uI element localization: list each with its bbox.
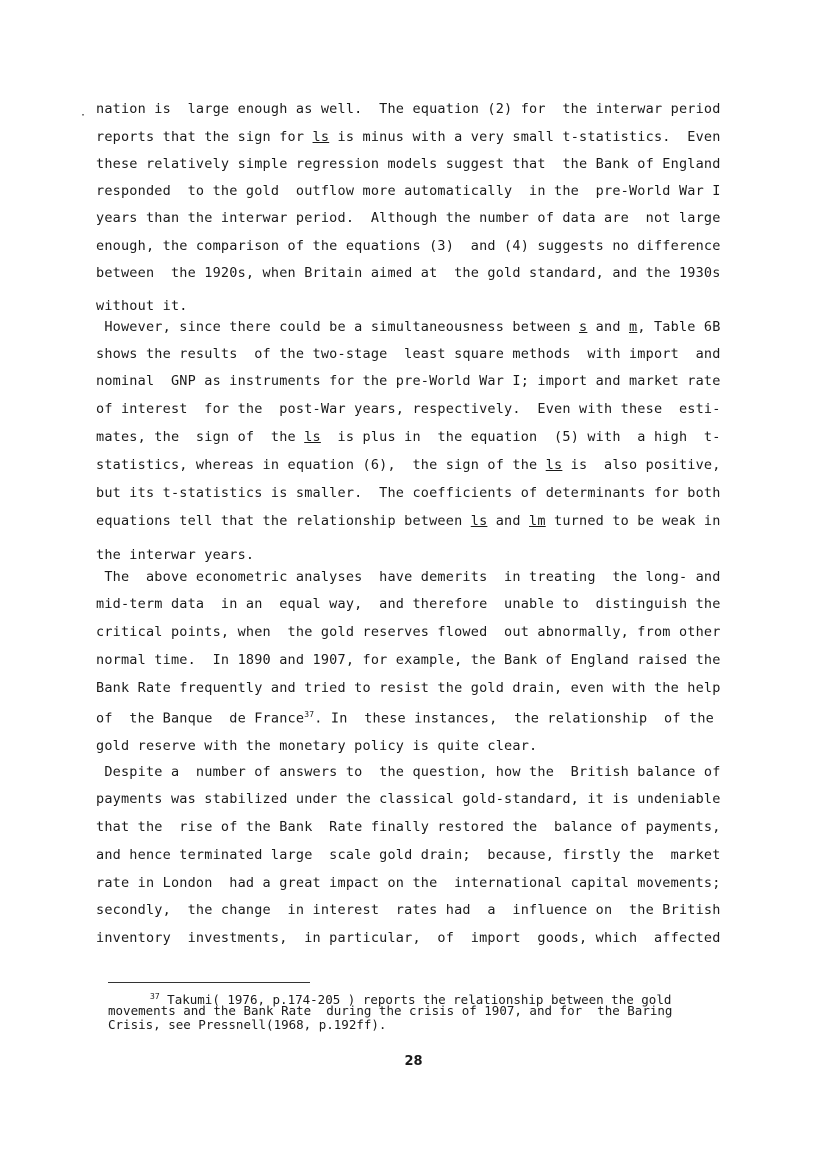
text-line: of interest for the post-War years, respectively. Even with these esti- [96, 401, 721, 417]
text-line: between the 1920s, when Britain aimed at the gold standard, and the 1930s [96, 265, 721, 281]
footnote-number: 37 [150, 992, 160, 1001]
footnote-line: Crisis, see Pressnell(1968, p.192ff). [108, 1017, 387, 1032]
term-lm: lm [529, 513, 546, 529]
text-line: enough, the comparison of the equations (3) and (4) suggests no difference [96, 238, 721, 254]
text-line: that the rise of the Bank Rate finally restored the balance of payments, [96, 819, 721, 835]
text-line: secondly, the change in interest rates had a influence on the British [96, 902, 721, 918]
text-line: the interwar years. [96, 547, 255, 563]
page-number: 28 [404, 1054, 423, 1069]
text-line: responded to the gold outflow more automatically in the pre-World War I [96, 183, 721, 199]
text-line: reports that the sign for ls is minus with a very small t-statistics. Even [96, 129, 721, 145]
text-line: Despite a number of answers to the question, how the British balance of [96, 764, 721, 780]
text-line: but its t-statistics is smaller. The coefficients of determinants for both [96, 485, 721, 501]
text-line: normal time. In 1890 and 1907, for example, the Bank of England raised the [96, 652, 721, 668]
footnote-line: movements and the Bank Rate during the crisis of 1907, and for the Baring [108, 1003, 673, 1018]
text-line: equations tell that the relationship between ls and lm turned to be weak in [96, 513, 721, 529]
text-line: and hence terminated large scale gold drain; because, firstly the market [96, 847, 721, 863]
text-line: statistics, whereas in equation (6), the sign of the ls is also positive, [96, 457, 721, 473]
term-s: s [579, 319, 588, 335]
text-line: without it. [96, 298, 188, 314]
text-line: inventory investments, in particular, of import goods, which affected [96, 930, 721, 946]
text-line: nominal GNP as instruments for the pre-World War I; import and market rate [96, 373, 721, 389]
text-line: gold reserve with the monetary policy is quite clear. [96, 738, 538, 754]
footnote-ref: 37 [304, 710, 315, 719]
term-ls: ls [304, 429, 321, 445]
term-ls: ls [312, 129, 330, 145]
term-ls: ls [470, 513, 488, 529]
text-line: Bank Rate frequently and tried to resist the gold drain, even with the help [96, 680, 721, 696]
text-line: of the Banque de France$^{37}$. In these instances, the relationship of the [96, 710, 714, 727]
text-line: payments was stabilized under the classical gold-standard, it is undeniable [96, 791, 721, 807]
text-line: The above econometric analyses have demerits in treating the long- and [96, 569, 721, 585]
text-line: rate in London had a great impact on the international capital movements; [96, 875, 721, 891]
text-line: shows the results of the two-stage least square methods with import and [96, 346, 721, 362]
footnote-line: $^{37}$ Takumi( 1976, p.174-205 ) reports the relationship between the gold [150, 992, 672, 1008]
footnote-rule [108, 982, 310, 983]
term-m: m [628, 319, 638, 335]
margin-mark: · [80, 110, 87, 121]
text-line: mates, the sign of the ls is plus in the equation (5) with a high t- [96, 429, 721, 445]
text-line: mid-term data in an equal way, and therefore unable to distinguish the [96, 596, 721, 612]
term-ls: ls [545, 457, 563, 473]
text-line: critical points, when the gold reserves flowed out abnormally, from other [96, 624, 721, 640]
text-line: nation is large enough as well. The equation (2) for the interwar period [96, 101, 721, 117]
text-line: However, since there could be a simultaneousness between s and m, Table 6B [96, 319, 721, 335]
text-line: years than the interwar period. Although the number of data are not large [96, 210, 721, 226]
text-line: these relatively simple regression models suggest that the Bank of England [96, 156, 721, 172]
